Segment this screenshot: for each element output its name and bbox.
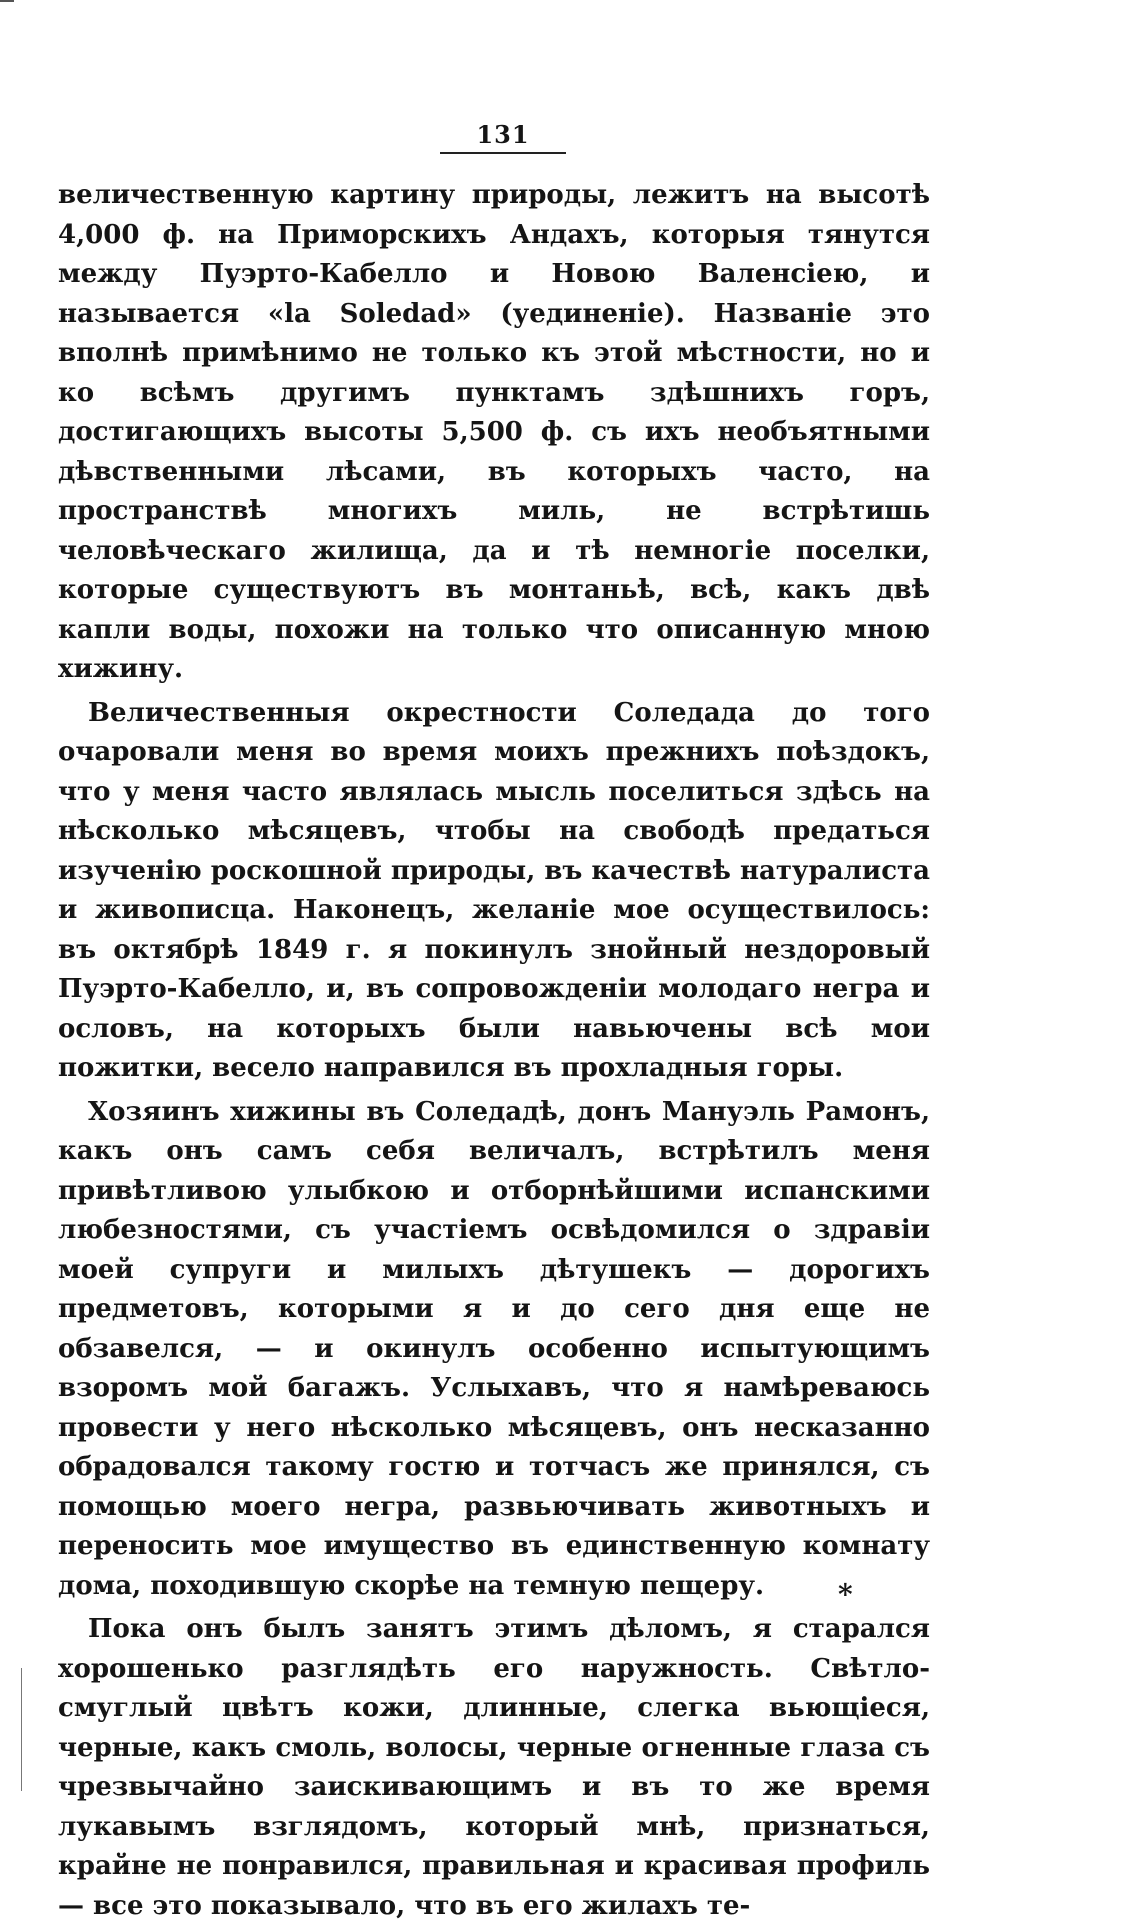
- signature-mark: *: [838, 1578, 853, 1611]
- paragraph-1: величественную картину природы, лежитъ на высотѣ 4,000 ф. на Приморскихъ Андахъ, которыя тянутся между Пуэрто-Кабелло и Новою Валенсіею, и называется «la Soledad» (уединеніе). Названіе это вполнѣ примѣнимо не только къ этой мѣстности, но и ко всѣмъ другимъ пунктамъ здѣшнихъ горъ, достигающихъ высоты 5,500 ф. съ ихъ необъятными дѣвственными лѣсами, въ которыхъ часто, на пространствѣ многихъ миль, не встрѣтишь человѣческаго жилища, да и тѣ немногіе поселки, которые существуютъ въ монтаньѣ, всѣ, какъ двѣ капли воды, похожи на только что описанную мною хижину.: [58, 180, 930, 684]
- paragraph-4: Пока онъ былъ занятъ этимъ дѣломъ, я старался хорошенько разглядѣть его наружность. Свѣтло-смуглый цвѣтъ кожи, длинные, слегка вьющіеся, черные, какъ смоль, волосы, черные огненные глаза съ чрезвычайно заискивающимъ и въ то же время лукавымъ взглядомъ, который мнѣ, признаться, крайне не понравился, правильная и красивая профиль — все это показывало, что въ его жилахъ те-: [58, 1614, 930, 1921]
- scan-edge-mark: [0, 0, 14, 2]
- paragraph-2: Величественныя окрестности Соледада до того очаровали меня во время моихъ прежнихъ поѣздокъ, что у меня часто являлась мысль поселиться здѣсь на нѣсколько мѣсяцевъ, чтобы на свободѣ предаться изученію роскошной природы, въ качествѣ натуралиста и живописца. Наконецъ, желаніе мое осуществилось: въ октябрѣ 1849 г. я покинулъ знойный нездоровый Пуэрто-Кабелло, и, въ сопровожденіи молодаго негра и ословъ, на которыхъ были навьючены всѣ мои пожитки, весело направился въ прохладныя горы.: [58, 697, 931, 1083]
- paragraph-3: Хозяинъ хижины въ Соледадѣ, донъ Мануэль Рамонъ, какъ онъ самъ себя величалъ, встрѣтилъ меня привѣтливою улыбкою и отборнѣйшими испанскими любезностями, съ участіемъ освѣдомился о здравіи моей супруги и милыхъ дѣтушекъ — дорогихъ предметовъ, которыми я и до сего дня еще не обзавелся, — и окинулъ особенно испытующимъ взоромъ мой багажъ. Услыхавъ, что я намѣреваюсь провести у него нѣсколько мѣсяцевъ, онъ несказанно обрадовался такому гостю и тотчасъ же принялся, съ помощью моего негра, развьючивать животныхъ и переносить мое имущество въ единственную комнату дома, походившую скорѣе на темную пещеру.: [58, 1096, 930, 1601]
- header-rule: [440, 152, 566, 154]
- scan-edge-line: [21, 1668, 22, 1791]
- page-header: [440, 120, 566, 154]
- page-number: 131: [476, 120, 530, 149]
- body-text: [58, 176, 930, 1930]
